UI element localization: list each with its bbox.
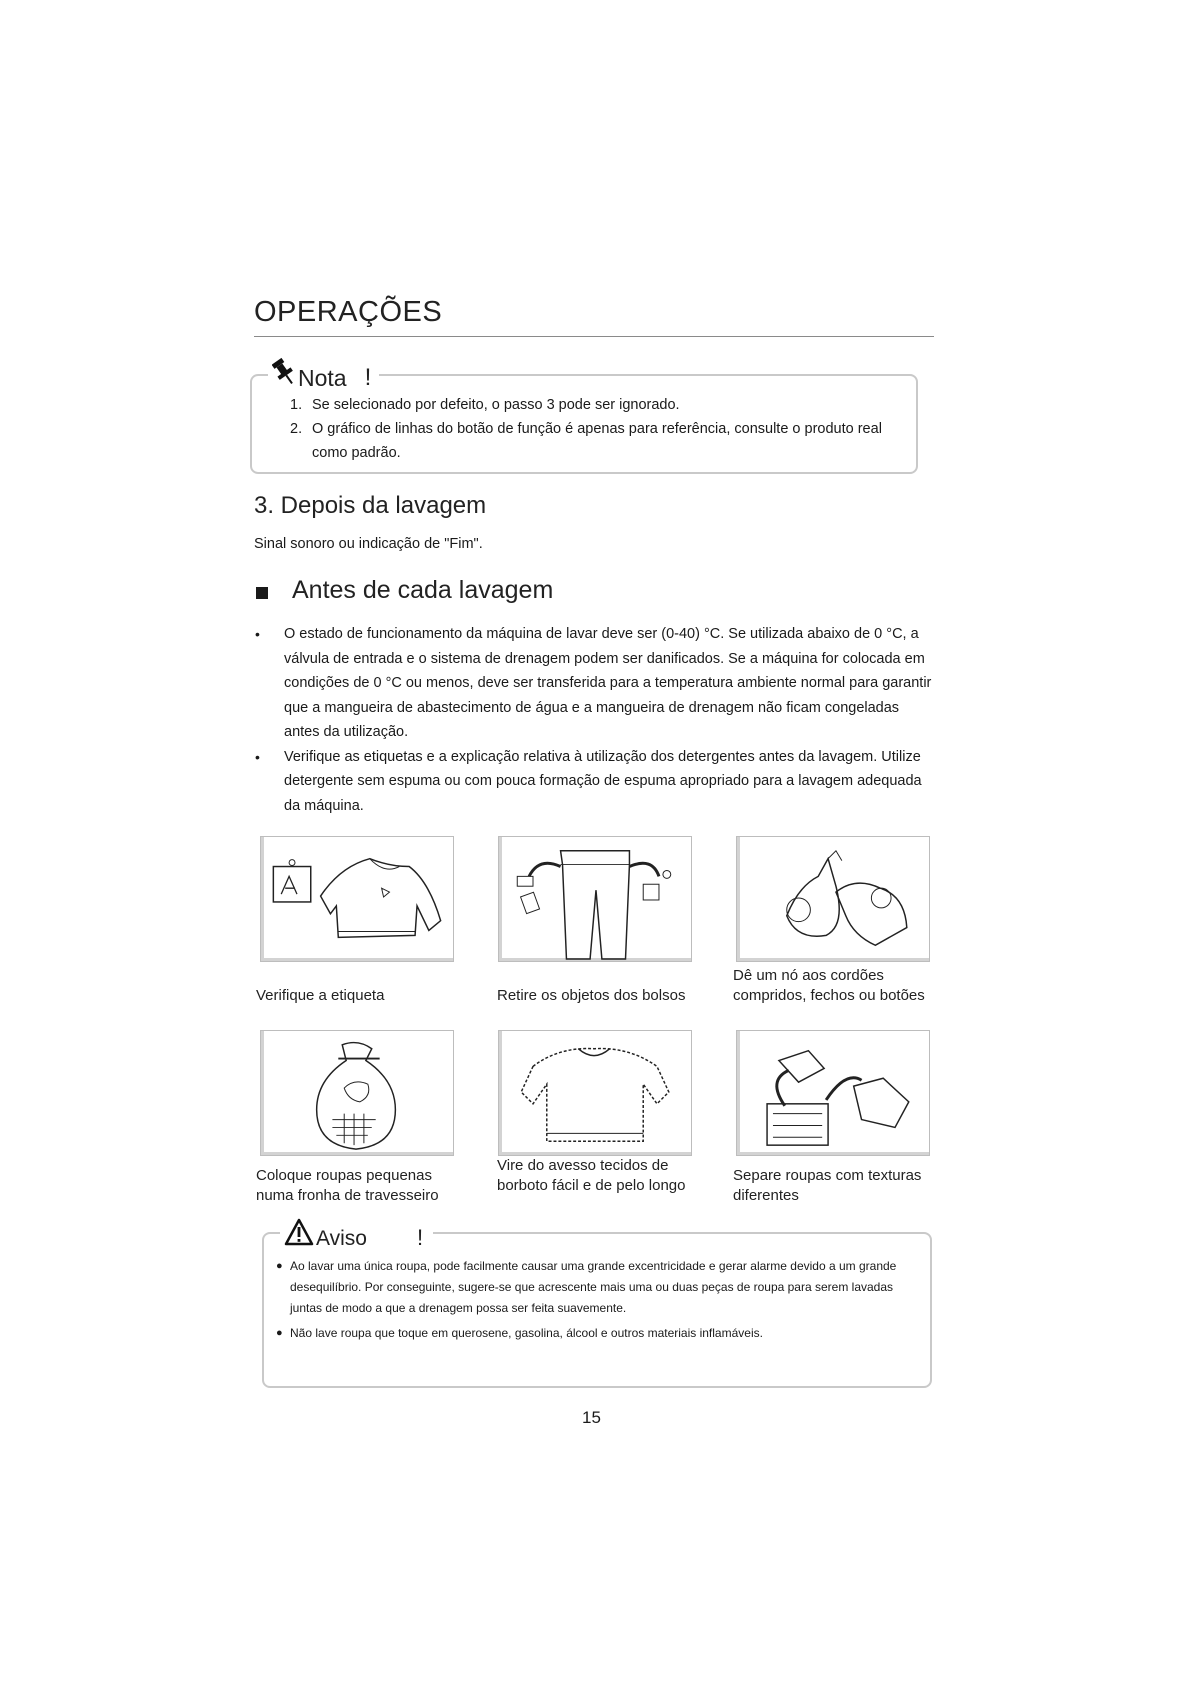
- note-item-number: 1.: [290, 397, 303, 413]
- illustration-tie-strings: [736, 836, 930, 962]
- page-title: OPERAÇÕES: [254, 296, 443, 328]
- note-item-text: O gráfico de linhas do botão de função é apenas para referência, consulte o produto real como padrão.: [312, 421, 882, 461]
- before-wash-list: [254, 622, 934, 818]
- list-item: [290, 417, 900, 465]
- apron-jacket-icon: [737, 837, 929, 961]
- note-item-text: Se selecionado por defeito, o passo 3 pode ser ignorado.: [312, 397, 680, 413]
- warning-header: [280, 1213, 433, 1251]
- bullet-icon: ●: [276, 1260, 283, 1272]
- illustration-check-label: [260, 836, 454, 962]
- list-item: [276, 1256, 926, 1319]
- caption: Vire do avesso tecidos de borboto fácil e de pelo longo: [497, 1157, 686, 1194]
- note-item-number: 2.: [290, 421, 303, 437]
- pushpin-icon: [272, 357, 296, 392]
- warning-text: Ao lavar uma única roupa, pode facilmente causar uma grande excentricidade e gerar alarme devido a um grande desequilíbrio. Por conseguinte, sugere-se que acrescente mais uma ou duas peças de roupa para serem lavadas juntas de modo a que a drenagem possa ser feita suavemente.: [290, 1259, 897, 1315]
- note-header: [268, 356, 379, 392]
- warning-list: [276, 1256, 926, 1348]
- laundry-basket-icon: [737, 1031, 929, 1155]
- mesh-bag-icon: [261, 1031, 453, 1155]
- caption: Verifique a etiqueta: [256, 987, 385, 1004]
- note-label: Nota: [298, 365, 347, 391]
- bullet-text: O estado de funcionamento da máquina de lavar deve ser (0-40) °C. Se utilizada abaixo de 0 °C, a válvula de entrada e o sistema de drenagem podem ser danificados. Se a máquina for colocada em condições de 0 °C ou menos, deve ser transferida para a temperatura ambiente normal para garantir que a mangueira de abastecimento de água e a mangueira de drenagem não ficam congeladas antes da utilização.: [284, 626, 932, 740]
- sweater-label-icon: [261, 837, 453, 961]
- caption: Coloque roupas pequenas numa fronha de travesseiro: [256, 1167, 439, 1204]
- list-item: [254, 745, 934, 819]
- note-exclamation: !: [364, 364, 372, 391]
- sweater-inside-out-icon: [499, 1031, 691, 1155]
- page-number: 15: [582, 1408, 601, 1427]
- bullet-icon: ●: [276, 1327, 283, 1339]
- section-heading-after-wash: 3. Depois da lavagem: [254, 492, 487, 519]
- illustration-pillowcase: [260, 1030, 454, 1156]
- warning-text: Não lave roupa que toque em querosene, gasolina, álcool e outros materiais inflamáveis.: [290, 1326, 763, 1340]
- bullet-icon: •: [255, 626, 260, 642]
- list-item: [254, 622, 934, 745]
- bullet-icon: •: [255, 748, 260, 765]
- warning-triangle-icon: [284, 1218, 314, 1251]
- note-list: [290, 393, 900, 465]
- section-heading-text: Antes de cada lavagem: [292, 576, 554, 604]
- section-heading-before-wash: [256, 576, 553, 605]
- list-item: [276, 1323, 926, 1344]
- illustration-separate-textures: [736, 1030, 930, 1156]
- illustration-empty-pockets: [498, 836, 692, 962]
- caption: Dê um nó aos cordões compridos, fechos ou botões: [733, 967, 925, 1004]
- title-divider: [254, 336, 934, 337]
- square-bullet-icon: [256, 587, 268, 599]
- caption: Retire os objetos dos bolsos: [497, 987, 686, 1004]
- list-item: [290, 393, 900, 417]
- caption: Separe roupas com texturas diferentes: [733, 1167, 922, 1204]
- pants-pockets-icon: [499, 837, 691, 961]
- bullet-text: Verifique as etiquetas e a explicação relativa à utilização dos detergentes antes da lavagem. Utilize detergente sem espuma ou com pouca formação de espuma apropriado para a lavagem adequada da máquina.: [284, 748, 922, 814]
- section-text-after-wash: Sinal sonoro ou indicação de "Fim".: [254, 536, 483, 552]
- illustration-inside-out: [498, 1030, 692, 1156]
- warning-label: Aviso: [316, 1227, 367, 1250]
- warning-exclamation: !: [416, 1225, 424, 1250]
